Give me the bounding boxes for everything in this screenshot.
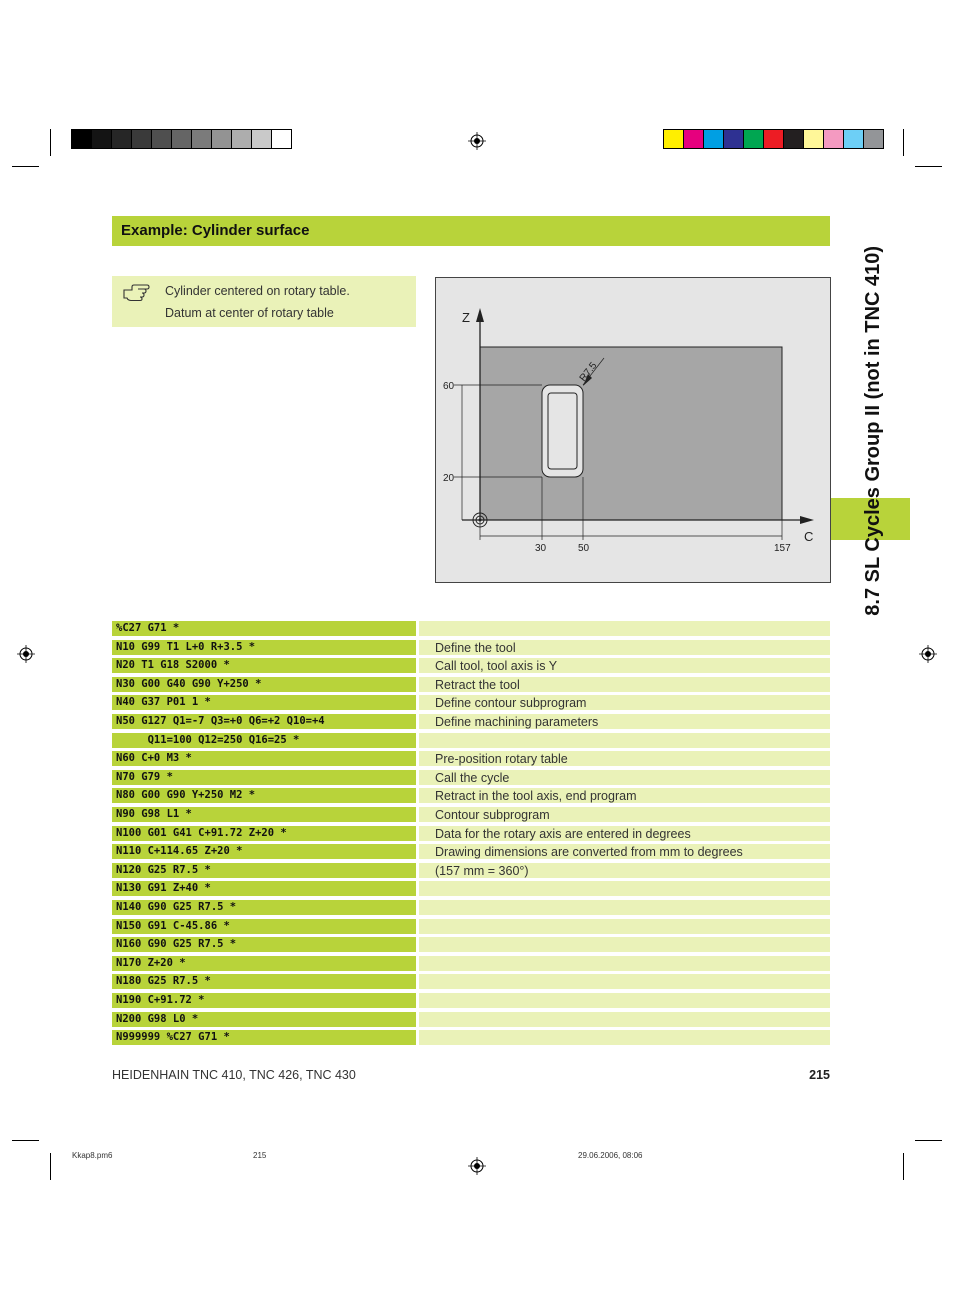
nc-code-line: N190 C+91.72 * bbox=[112, 993, 416, 1008]
color-swatch bbox=[72, 130, 92, 148]
c-tick-label: 157 bbox=[774, 543, 791, 554]
page-number: 215 bbox=[809, 1068, 830, 1082]
nc-comment: Define the tool bbox=[419, 640, 830, 655]
color-swatch bbox=[152, 130, 172, 148]
footer-manual-title: HEIDENHAIN TNC 410, TNC 426, TNC 430 bbox=[112, 1068, 356, 1082]
color-swatch bbox=[192, 130, 212, 148]
color-swatch bbox=[232, 130, 252, 148]
slug-timestamp: 29.06.2006, 08:06 bbox=[578, 1151, 643, 1160]
z-axis-arrow-icon bbox=[476, 308, 484, 322]
radius-label: R7.5 bbox=[577, 360, 600, 384]
gray-color-bar bbox=[71, 129, 292, 149]
nc-comment bbox=[419, 900, 830, 915]
crop-mark bbox=[12, 166, 39, 167]
nc-code-line: Q11=100 Q12=250 Q16=25 * bbox=[112, 733, 416, 748]
registration-mark-icon bbox=[468, 1157, 486, 1175]
nc-code-line: N170 Z+20 * bbox=[112, 956, 416, 971]
nc-comment: Retract in the tool axis, end program bbox=[419, 788, 830, 803]
nc-code-line: N40 G37 P01 1 * bbox=[112, 695, 416, 710]
color-swatch bbox=[112, 130, 132, 148]
nc-comment bbox=[419, 881, 830, 896]
color-swatch bbox=[764, 130, 784, 148]
crop-mark bbox=[903, 1153, 904, 1180]
nc-code-line: N30 G00 G40 G90 Y+250 * bbox=[112, 677, 416, 692]
chapter-title-vertical bbox=[857, 246, 889, 622]
color-swatch bbox=[824, 130, 844, 148]
color-swatch bbox=[724, 130, 744, 148]
nc-code-line: N180 G25 R7.5 * bbox=[112, 974, 416, 989]
nc-code-line: N60 C+0 M3 * bbox=[112, 751, 416, 766]
nc-comment bbox=[419, 621, 830, 636]
nc-comment: Data for the rotary axis are entered in degrees bbox=[419, 826, 830, 841]
crop-mark bbox=[12, 1140, 39, 1141]
nc-code-line: N130 G91 Z+40 * bbox=[112, 881, 416, 896]
nc-code-line: N110 C+114.65 Z+20 * bbox=[112, 844, 416, 859]
color-swatch bbox=[804, 130, 824, 148]
registration-mark-icon bbox=[17, 645, 35, 663]
nc-comment: Contour subprogram bbox=[419, 807, 830, 822]
process-color-bar bbox=[663, 129, 884, 149]
nc-code-line: N90 G98 L1 * bbox=[112, 807, 416, 822]
note-box bbox=[112, 276, 416, 327]
color-swatch bbox=[704, 130, 724, 148]
slot-contour bbox=[542, 385, 583, 477]
slug-file: Kkap8.pm6 bbox=[72, 1151, 113, 1160]
color-swatch bbox=[132, 130, 152, 148]
nc-code-line: N100 G01 G41 C+91.72 Z+20 * bbox=[112, 826, 416, 841]
nc-comment: Define machining parameters bbox=[419, 714, 830, 729]
crop-mark bbox=[915, 1140, 942, 1141]
color-swatch bbox=[172, 130, 192, 148]
nc-comment bbox=[419, 1012, 830, 1027]
cylinder-drawing bbox=[435, 277, 831, 583]
color-swatch bbox=[92, 130, 112, 148]
color-swatch bbox=[212, 130, 232, 148]
c-axis-label: C bbox=[804, 529, 814, 544]
nc-code-line: N999999 %C27 G71 * bbox=[112, 1030, 416, 1045]
nc-comment bbox=[419, 937, 830, 952]
nc-code-line: N10 G99 T1 L+0 R+3.5 * bbox=[112, 640, 416, 655]
nc-code-line: N20 T1 G18 S2000 * bbox=[112, 658, 416, 673]
section-title: Example: Cylinder surface bbox=[121, 222, 310, 239]
nc-comment: Pre-position rotary table bbox=[419, 751, 830, 766]
nc-comment bbox=[419, 956, 830, 971]
nc-code-line: N140 G90 G25 R7.5 * bbox=[112, 900, 416, 915]
color-swatch bbox=[664, 130, 684, 148]
nc-code-line: N50 G127 Q1=-7 Q3=+0 Q6=+2 Q10=+4 bbox=[112, 714, 416, 729]
nc-comment bbox=[419, 733, 830, 748]
crop-mark bbox=[915, 166, 942, 167]
z-tick-label: 60 bbox=[443, 381, 455, 392]
c-axis-arrow-icon bbox=[800, 516, 814, 524]
color-swatch bbox=[864, 130, 883, 148]
color-swatch bbox=[272, 130, 291, 148]
nc-code-line: N200 G98 L0 * bbox=[112, 1012, 416, 1027]
crop-mark bbox=[50, 129, 51, 156]
c-tick-label: 30 bbox=[535, 543, 547, 554]
color-swatch bbox=[784, 130, 804, 148]
z-tick-label: 20 bbox=[443, 473, 455, 484]
nc-comment: Drawing dimensions are converted from mm to degrees bbox=[419, 844, 830, 859]
nc-comment bbox=[419, 1030, 830, 1045]
nc-code-line: %C27 G71 * bbox=[112, 621, 416, 636]
slug-page: 215 bbox=[253, 1151, 267, 1160]
crop-mark bbox=[50, 1153, 51, 1180]
pointing-hand-icon bbox=[122, 282, 150, 302]
nc-comment: Retract the tool bbox=[419, 677, 830, 692]
nc-comment: Define contour subprogram bbox=[419, 695, 830, 710]
section-header bbox=[112, 216, 830, 246]
crop-mark bbox=[903, 129, 904, 156]
nc-comment bbox=[419, 974, 830, 989]
nc-comment bbox=[419, 919, 830, 934]
nc-comment bbox=[419, 993, 830, 1008]
registration-mark-icon bbox=[468, 132, 486, 150]
nc-comment: (157 mm = 360°) bbox=[419, 863, 830, 878]
registration-mark-icon bbox=[919, 645, 937, 663]
nc-comment: Call the cycle bbox=[419, 770, 830, 785]
note-line: Cylinder centered on rotary table. bbox=[165, 284, 350, 298]
z-axis-label: Z bbox=[462, 310, 470, 325]
color-swatch bbox=[844, 130, 864, 148]
color-swatch bbox=[684, 130, 704, 148]
nc-comment: Call tool, tool axis is Y bbox=[419, 658, 830, 673]
color-swatch bbox=[252, 130, 272, 148]
nc-code-line: N70 G79 * bbox=[112, 770, 416, 785]
nc-code-line: N150 G91 C-45.86 * bbox=[112, 919, 416, 934]
workpiece-surface bbox=[480, 347, 782, 520]
nc-code-line: N160 G90 G25 R7.5 * bbox=[112, 937, 416, 952]
nc-code-line: N80 G00 G90 Y+250 M2 * bbox=[112, 788, 416, 803]
nc-code-line: N120 G25 R7.5 * bbox=[112, 863, 416, 878]
note-line: Datum at center of rotary table bbox=[165, 306, 334, 320]
chapter-title: 8.7 SL Cycles Group II (not in TNC 410) bbox=[862, 246, 884, 616]
c-tick-label: 50 bbox=[578, 543, 590, 554]
color-swatch bbox=[744, 130, 764, 148]
